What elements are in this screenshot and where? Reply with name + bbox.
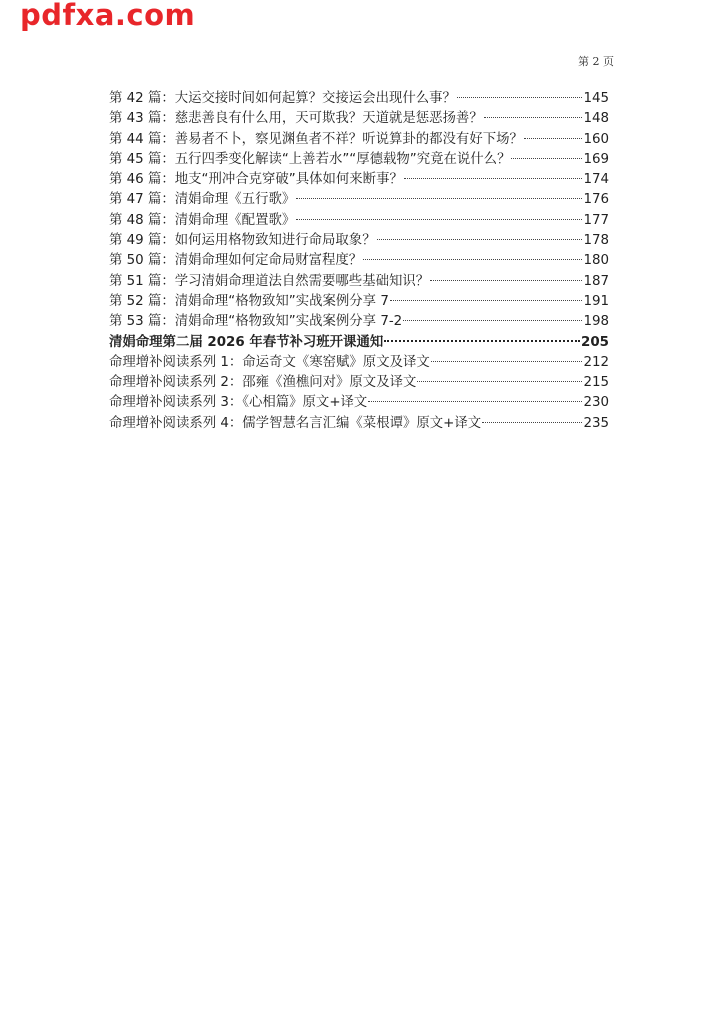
- toc-entry-title: 命理增补阅读系列 1：命运奇文《寒窑赋》原文及译文: [109, 354, 430, 370]
- toc-entry[interactable]: [109, 89, 609, 109]
- toc-entry[interactable]: [109, 414, 609, 434]
- toc-dot-leader: [296, 219, 582, 220]
- toc-entry[interactable]: [109, 312, 609, 332]
- toc-entry[interactable]: [109, 150, 609, 170]
- toc-entry-title: 第 53 篇：清娟命理“格物致知”实战案例分享 7-2: [109, 314, 403, 330]
- toc-entry[interactable]: [109, 272, 609, 292]
- toc-dot-leader: [296, 198, 582, 199]
- toc-entry-page: 145: [583, 91, 609, 106]
- toc-entry[interactable]: [109, 373, 609, 393]
- toc-entry-title: 第 47 篇：清娟命理《五行歌》: [109, 192, 296, 208]
- toc-entry-page: 169: [583, 151, 609, 167]
- watermark-logo: pdfxa.com: [20, 0, 196, 32]
- toc-entry-page: 177: [583, 212, 609, 228]
- toc-dot-leader: [431, 361, 583, 362]
- toc-entry-page: 148: [583, 111, 609, 127]
- toc-entry-page: 198: [583, 314, 609, 330]
- toc-entry-page: 215: [583, 375, 609, 391]
- toc-entry-page: 235: [583, 415, 609, 431]
- toc-entry[interactable]: [109, 393, 609, 413]
- toc-entry[interactable]: [109, 292, 609, 312]
- toc-entry-title: 第 51 篇：学习清娟命理道法自然需要哪些基础知识？: [109, 273, 430, 289]
- toc-dot-leader: [390, 300, 583, 301]
- toc-dot-leader: [457, 97, 583, 98]
- toc-dot-leader: [484, 117, 583, 118]
- toc-entry-title: 第 50 篇：清娟命理如何定命局财富程度？: [109, 253, 363, 269]
- toc-entry[interactable]: [109, 170, 609, 190]
- toc-entry-title: 第 44 篇：善易者不卜，察见渊鱼者不祥？听说算卦的都没有好下场？: [109, 131, 523, 147]
- toc-entry[interactable]: [109, 211, 609, 231]
- toc-entry[interactable]: [109, 231, 609, 251]
- toc-dot-leader: [363, 259, 582, 260]
- toc-dot-leader: [511, 158, 582, 159]
- toc-dot-leader: [368, 401, 582, 402]
- toc-entry-title: 清娟命理第二届 2026 年春节补习班开课通知: [109, 334, 384, 350]
- toc-dot-leader: [482, 422, 582, 423]
- toc-entry-page: 178: [583, 233, 609, 249]
- toc-dot-leader: [384, 340, 580, 342]
- toc-entry-title: 第 45 篇：五行四季变化解读“上善若水”“厚德载物”究竟在说什么？: [109, 151, 511, 167]
- toc-dot-leader: [417, 381, 582, 382]
- toc-entry-title: 第 43 篇：慈悲善良有什么用，天可欺我？天道就是惩恶扬善？: [109, 111, 483, 127]
- toc-entry-page: 180: [583, 253, 609, 269]
- toc-dot-leader: [404, 178, 583, 179]
- toc-entry-title: 第 48 篇：清娟命理《配置歌》: [109, 212, 296, 228]
- toc-dot-leader: [403, 320, 582, 321]
- toc-entry-page: 160: [583, 131, 609, 147]
- toc-entry-title: 命理增补阅读系列 4：儒学智慧名言汇编《菜根谭》原文+译文: [109, 415, 482, 431]
- toc-entry-title: 命理增补阅读系列 3：《心相篇》原文+译文: [109, 395, 368, 411]
- toc-entry-page: 187: [583, 273, 609, 289]
- toc-entry[interactable]: [109, 109, 609, 129]
- toc-entry-page: 212: [583, 354, 609, 370]
- toc-entry-page: 230: [583, 395, 609, 411]
- page-number: 第 2 页: [578, 55, 614, 68]
- toc-entry[interactable]: [109, 130, 609, 150]
- toc-entry[interactable]: [109, 333, 609, 353]
- toc-dot-leader: [377, 239, 583, 240]
- toc-entry-page: 176: [583, 192, 609, 208]
- toc-entry-page: 191: [583, 293, 609, 309]
- toc-entry[interactable]: [109, 190, 609, 210]
- toc-entry-title: 第 49 篇：如何运用格物致知进行命局取象？: [109, 233, 376, 249]
- toc-entry[interactable]: [109, 353, 609, 373]
- toc-entry-title: 第 46 篇：地支“刑冲合克穿破”具体如何来断事？: [109, 172, 403, 188]
- toc-entry-page: 205: [581, 334, 609, 350]
- toc-dot-leader: [524, 138, 583, 139]
- toc-dot-leader: [430, 280, 582, 281]
- table-of-contents: [109, 89, 609, 434]
- toc-entry-title: 第 42 篇：大运交接时间如何起算？交接运会出现什么事？: [109, 91, 456, 106]
- toc-entry-title: 第 52 篇：清娟命理“格物致知”实战案例分享 7: [109, 293, 389, 309]
- toc-entry-title: 命理增补阅读系列 2：邵雍《渔樵问对》原文及译文: [109, 375, 417, 391]
- toc-entry[interactable]: [109, 251, 609, 271]
- toc-entry-page: 174: [583, 172, 609, 188]
